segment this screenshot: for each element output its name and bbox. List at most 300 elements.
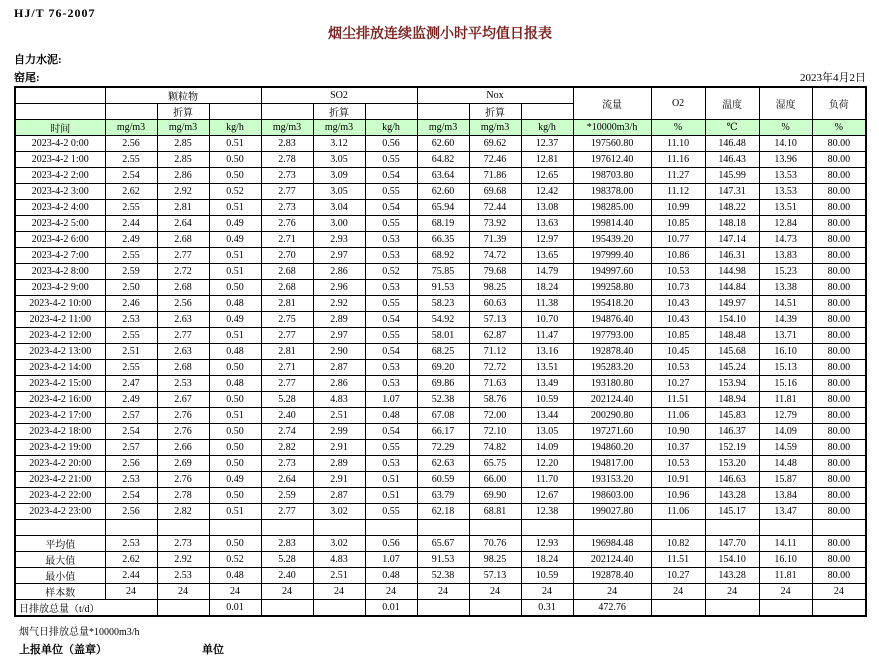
value-cell: 2.56 — [105, 136, 157, 152]
time-cell: 2023-4-2 15:00 — [15, 376, 105, 392]
pm-raw-spacer — [105, 104, 157, 120]
value-cell: 194876.40 — [573, 312, 651, 328]
value-cell: 147.31 — [705, 184, 759, 200]
value-cell: 62.63 — [417, 456, 469, 472]
value-cell: 0.51 — [365, 488, 417, 504]
value-cell: 74.82 — [469, 440, 521, 456]
time-cell: 2023-4-2 4:00 — [15, 200, 105, 216]
value-cell: 0.50 — [209, 424, 261, 440]
value-cell: 4.83 — [313, 392, 365, 408]
time-cell: 2023-4-2 13:00 — [15, 344, 105, 360]
value-cell: 64.82 — [417, 152, 469, 168]
summary-value-cell: 2.62 — [105, 552, 157, 568]
value-cell: 0.55 — [365, 152, 417, 168]
unit-header: kg/h — [521, 120, 573, 136]
value-cell: 2.99 — [313, 424, 365, 440]
value-cell: 0.48 — [209, 296, 261, 312]
value-cell: 15.23 — [759, 264, 812, 280]
unit-header: mg/m3 — [469, 120, 521, 136]
data-row — [15, 360, 866, 376]
value-cell: 71.86 — [469, 168, 521, 184]
value-cell: 2.68 — [157, 280, 209, 296]
summary-value-cell: 192878.40 — [573, 568, 651, 584]
value-cell: 10.53 — [651, 360, 705, 376]
value-cell: 0.48 — [365, 408, 417, 424]
value-cell: 0.52 — [365, 264, 417, 280]
daily-total-value-cell — [469, 600, 521, 617]
unit-header: mg/m3 — [261, 120, 313, 136]
time-cell: 2023-4-2 8:00 — [15, 264, 105, 280]
value-cell: 11.51 — [651, 392, 705, 408]
value-cell: 2.78 — [261, 152, 313, 168]
daily-total-value-cell: 472.76 — [573, 600, 651, 617]
flow-header: 流量 — [573, 87, 651, 120]
value-cell: 0.50 — [209, 152, 261, 168]
value-cell: 15.16 — [759, 376, 812, 392]
value-cell: 2.66 — [157, 440, 209, 456]
empty-cell — [417, 520, 469, 536]
summary-value-cell: 24 — [573, 584, 651, 600]
time-cell: 2023-4-2 14:00 — [15, 360, 105, 376]
value-cell: 13.16 — [521, 344, 573, 360]
summary-value-cell: 80.00 — [812, 536, 866, 552]
value-cell: 2.77 — [261, 376, 313, 392]
time-cell: 2023-4-2 9:00 — [15, 280, 105, 296]
value-cell: 10.73 — [651, 280, 705, 296]
value-cell: 10.43 — [651, 296, 705, 312]
value-cell: 144.98 — [705, 264, 759, 280]
data-row — [15, 216, 866, 232]
value-cell: 197793.00 — [573, 328, 651, 344]
value-cell: 79.68 — [469, 264, 521, 280]
value-cell: 195283.20 — [573, 360, 651, 376]
value-cell: 2.85 — [157, 152, 209, 168]
value-cell: 146.48 — [705, 136, 759, 152]
time-cell: 2023-4-2 3:00 — [15, 184, 105, 200]
value-cell: 2.64 — [157, 216, 209, 232]
value-cell: 145.17 — [705, 504, 759, 520]
pm-rate-spacer — [209, 104, 261, 120]
time-cell: 2023-4-2 21:00 — [15, 472, 105, 488]
value-cell: 2.89 — [313, 312, 365, 328]
value-cell: 3.05 — [313, 152, 365, 168]
summary-value-cell: 12.93 — [521, 536, 573, 552]
unit-header: mg/m3 — [313, 120, 365, 136]
unit-header: mg/m3 — [417, 120, 469, 136]
value-cell: 10.53 — [651, 456, 705, 472]
value-cell: 2.55 — [105, 200, 157, 216]
nox-converted-header: 折算 — [469, 104, 521, 120]
value-cell: 200290.80 — [573, 408, 651, 424]
value-cell: 13.53 — [759, 184, 812, 200]
value-cell: 2.77 — [261, 504, 313, 520]
value-cell: 63.64 — [417, 168, 469, 184]
value-cell: 195439.20 — [573, 232, 651, 248]
value-cell: 0.54 — [365, 168, 417, 184]
value-cell: 0.51 — [209, 504, 261, 520]
value-cell: 3.02 — [313, 504, 365, 520]
value-cell: 2.81 — [261, 344, 313, 360]
value-cell: 2.86 — [313, 376, 365, 392]
value-cell: 154.10 — [705, 312, 759, 328]
time-cell: 2023-4-2 17:00 — [15, 408, 105, 424]
value-cell: 3.00 — [313, 216, 365, 232]
value-cell: 2.73 — [261, 456, 313, 472]
value-cell: 80.00 — [812, 168, 866, 184]
value-cell: 2.78 — [157, 488, 209, 504]
value-cell: 146.31 — [705, 248, 759, 264]
value-cell: 57.13 — [469, 312, 521, 328]
value-cell: 11.38 — [521, 296, 573, 312]
value-cell: 10.45 — [651, 344, 705, 360]
value-cell: 60.59 — [417, 472, 469, 488]
daily-total-value-cell — [157, 600, 209, 617]
value-cell: 2.90 — [313, 344, 365, 360]
empty-cell — [209, 520, 261, 536]
so2-rate-spacer — [365, 104, 417, 120]
value-cell: 12.84 — [759, 216, 812, 232]
value-cell: 80.00 — [812, 312, 866, 328]
value-cell: 12.97 — [521, 232, 573, 248]
value-cell: 199814.40 — [573, 216, 651, 232]
value-cell: 192878.40 — [573, 344, 651, 360]
value-cell: 13.47 — [759, 504, 812, 520]
value-cell: 14.39 — [759, 312, 812, 328]
value-cell: 80.00 — [812, 440, 866, 456]
value-cell: 2.77 — [261, 328, 313, 344]
value-cell: 12.79 — [759, 408, 812, 424]
value-cell: 2.97 — [313, 328, 365, 344]
value-cell: 80.00 — [812, 200, 866, 216]
data-row — [15, 440, 866, 456]
empty-cell — [313, 520, 365, 536]
summary-value-cell: 24 — [521, 584, 573, 600]
summary-value-cell: 80.00 — [812, 568, 866, 584]
value-cell: 198285.00 — [573, 200, 651, 216]
value-cell: 2.82 — [157, 504, 209, 520]
value-cell: 2.71 — [261, 360, 313, 376]
summary-value-cell: 11.81 — [759, 568, 812, 584]
value-cell: 65.94 — [417, 200, 469, 216]
standard-reference: HJ/T 76-2007 — [14, 6, 96, 20]
value-cell: 199027.80 — [573, 504, 651, 520]
value-cell: 146.43 — [705, 152, 759, 168]
value-cell: 0.50 — [209, 360, 261, 376]
unit-header: mg/m3 — [105, 120, 157, 136]
value-cell: 13.08 — [521, 200, 573, 216]
value-cell: 0.55 — [365, 216, 417, 232]
value-cell: 72.44 — [469, 200, 521, 216]
value-cell: 69.68 — [469, 184, 521, 200]
value-cell: 0.51 — [209, 136, 261, 152]
value-cell: 72.72 — [469, 360, 521, 376]
value-cell: 80.00 — [812, 344, 866, 360]
daily-total-value-cell: 0.31 — [521, 600, 573, 617]
value-cell: 2.56 — [105, 504, 157, 520]
header-group-row — [15, 87, 866, 104]
value-cell: 0.50 — [209, 168, 261, 184]
value-cell: 2.49 — [105, 392, 157, 408]
value-cell: 0.48 — [209, 344, 261, 360]
value-cell: 0.54 — [365, 424, 417, 440]
summary-value-cell: 0.56 — [365, 536, 417, 552]
value-cell: 67.08 — [417, 408, 469, 424]
summary-value-cell: 2.51 — [313, 568, 365, 584]
summary-value-cell: 0.50 — [209, 536, 261, 552]
value-cell: 2.47 — [105, 376, 157, 392]
data-row — [15, 152, 866, 168]
table-body — [15, 136, 866, 617]
value-cell: 80.00 — [812, 328, 866, 344]
value-cell: 2.57 — [105, 440, 157, 456]
value-cell: 10.53 — [651, 264, 705, 280]
value-cell: 146.63 — [705, 472, 759, 488]
data-row — [15, 232, 866, 248]
unit-header: mg/m3 — [157, 120, 209, 136]
value-cell: 11.10 — [651, 136, 705, 152]
value-cell: 12.20 — [521, 456, 573, 472]
time-header: 时间 — [15, 120, 105, 136]
value-cell: 10.70 — [521, 312, 573, 328]
value-cell: 0.53 — [365, 232, 417, 248]
value-cell: 10.27 — [651, 376, 705, 392]
value-cell: 144.84 — [705, 280, 759, 296]
value-cell: 5.28 — [261, 392, 313, 408]
value-cell: 2.76 — [157, 472, 209, 488]
value-cell: 62.60 — [417, 184, 469, 200]
value-cell: 2.77 — [157, 248, 209, 264]
flue-gas-total-note: 烟气日排放总量*10000m3/h — [19, 627, 140, 638]
value-cell: 0.50 — [209, 440, 261, 456]
value-cell: 14.09 — [521, 440, 573, 456]
value-cell: 2.54 — [105, 168, 157, 184]
value-cell: 0.50 — [209, 488, 261, 504]
summary-value-cell: 4.83 — [313, 552, 365, 568]
value-cell: 80.00 — [812, 392, 866, 408]
value-cell: 2.75 — [261, 312, 313, 328]
value-cell: 68.25 — [417, 344, 469, 360]
company-label: 自力水泥: — [14, 54, 62, 66]
time-cell: 2023-4-2 19:00 — [15, 440, 105, 456]
value-cell: 0.53 — [365, 280, 417, 296]
report-unit-label: 上报单位（盖章） — [19, 644, 107, 656]
value-cell: 0.53 — [365, 360, 417, 376]
time-cell: 2023-4-2 7:00 — [15, 248, 105, 264]
value-cell: 58.76 — [469, 392, 521, 408]
summary-value-cell: 24 — [261, 584, 313, 600]
value-cell: 2.67 — [157, 392, 209, 408]
summary-value-cell: 2.92 — [157, 552, 209, 568]
value-cell: 54.92 — [417, 312, 469, 328]
value-cell: 10.85 — [651, 216, 705, 232]
value-cell: 0.51 — [209, 248, 261, 264]
so2-converted-header: 折算 — [313, 104, 365, 120]
summary-value-cell: 11.51 — [651, 552, 705, 568]
daily-total-value-cell — [759, 600, 812, 617]
value-cell: 80.00 — [812, 232, 866, 248]
value-cell: 65.75 — [469, 456, 521, 472]
summary-label-cell: 最大值 — [15, 552, 105, 568]
value-cell: 11.70 — [521, 472, 573, 488]
summary-value-cell: 65.67 — [417, 536, 469, 552]
group-header-pm: 颗粒物 — [105, 87, 261, 104]
value-cell: 197999.40 — [573, 248, 651, 264]
summary-value-cell: 24 — [157, 584, 209, 600]
value-cell: 2.59 — [261, 488, 313, 504]
value-cell: 13.83 — [759, 248, 812, 264]
value-cell: 10.91 — [651, 472, 705, 488]
time-cell: 2023-4-2 1:00 — [15, 152, 105, 168]
value-cell: 0.53 — [365, 456, 417, 472]
summary-value-cell: 143.28 — [705, 568, 759, 584]
value-cell: 2.56 — [157, 296, 209, 312]
value-cell: 0.55 — [365, 328, 417, 344]
summary-value-cell: 2.53 — [157, 568, 209, 584]
data-row — [15, 248, 866, 264]
data-row — [15, 408, 866, 424]
value-cell: 62.87 — [469, 328, 521, 344]
daily-total-value-cell: 0.01 — [209, 600, 261, 617]
value-cell: 11.81 — [759, 392, 812, 408]
value-cell: 80.00 — [812, 152, 866, 168]
report-title: 烟尘排放连续监测小时平均值日报表 — [328, 27, 552, 42]
value-cell: 0.51 — [365, 472, 417, 488]
empty-cell — [651, 520, 705, 536]
daily-total-label-cell: 日排放总量（t/d） — [15, 600, 157, 617]
value-cell: 72.46 — [469, 152, 521, 168]
value-cell: 2.57 — [105, 408, 157, 424]
value-cell: 2.55 — [105, 360, 157, 376]
value-cell: 2.91 — [313, 472, 365, 488]
value-cell: 13.49 — [521, 376, 573, 392]
value-cell: 13.96 — [759, 152, 812, 168]
summary-row — [15, 584, 866, 600]
value-cell: 1.07 — [365, 392, 417, 408]
summary-row — [15, 568, 866, 584]
value-cell: 10.99 — [651, 200, 705, 216]
value-cell: 0.49 — [209, 472, 261, 488]
value-cell: 0.53 — [365, 376, 417, 392]
value-cell: 149.97 — [705, 296, 759, 312]
time-header-spacer2 — [15, 104, 105, 120]
value-cell: 72.29 — [417, 440, 469, 456]
value-cell: 80.00 — [812, 408, 866, 424]
data-row — [15, 424, 866, 440]
summary-value-cell: 24 — [759, 584, 812, 600]
value-cell: 66.35 — [417, 232, 469, 248]
value-cell: 0.55 — [365, 184, 417, 200]
unit-label: 单位 — [202, 644, 224, 656]
value-cell: 80.00 — [812, 376, 866, 392]
value-cell: 0.53 — [365, 248, 417, 264]
value-cell: 2.40 — [261, 408, 313, 424]
value-cell: 73.92 — [469, 216, 521, 232]
value-cell: 15.13 — [759, 360, 812, 376]
value-cell: 2.56 — [105, 456, 157, 472]
value-cell: 198378.00 — [573, 184, 651, 200]
value-cell: 66.00 — [469, 472, 521, 488]
value-cell: 2.73 — [261, 200, 313, 216]
value-cell: 14.51 — [759, 296, 812, 312]
footer — [14, 623, 866, 657]
value-cell: 0.50 — [209, 456, 261, 472]
location-date-row — [14, 69, 866, 85]
footer-signature-line — [19, 641, 866, 657]
summary-value-cell: 0.48 — [365, 568, 417, 584]
value-cell: 66.17 — [417, 424, 469, 440]
empty-cell — [365, 520, 417, 536]
value-cell: 2.87 — [313, 360, 365, 376]
value-cell: 2.93 — [313, 232, 365, 248]
value-cell: 2.77 — [157, 328, 209, 344]
value-cell: 3.05 — [313, 184, 365, 200]
value-cell: 193180.80 — [573, 376, 651, 392]
value-cell: 0.55 — [365, 440, 417, 456]
value-cell: 0.56 — [365, 136, 417, 152]
value-cell: 12.65 — [521, 168, 573, 184]
so2-raw-spacer — [261, 104, 313, 120]
value-cell: 197271.60 — [573, 424, 651, 440]
value-cell: 72.00 — [469, 408, 521, 424]
value-cell: 80.00 — [812, 456, 866, 472]
value-cell: 2.53 — [157, 376, 209, 392]
time-cell: 2023-4-2 22:00 — [15, 488, 105, 504]
summary-value-cell: 24 — [651, 584, 705, 600]
summary-value-cell: 24 — [313, 584, 365, 600]
value-cell: 2.69 — [157, 456, 209, 472]
value-cell: 195418.20 — [573, 296, 651, 312]
value-cell: 153.94 — [705, 376, 759, 392]
value-cell: 10.37 — [651, 440, 705, 456]
value-cell: 12.38 — [521, 504, 573, 520]
summary-value-cell: 3.02 — [313, 536, 365, 552]
value-cell: 80.00 — [812, 424, 866, 440]
summary-value-cell: 10.27 — [651, 568, 705, 584]
value-cell: 152.19 — [705, 440, 759, 456]
value-cell: 0.51 — [209, 200, 261, 216]
value-cell: 2.70 — [261, 248, 313, 264]
daily-total-value-cell: 0.01 — [365, 600, 417, 617]
value-cell: 10.77 — [651, 232, 705, 248]
value-cell: 68.81 — [469, 504, 521, 520]
value-cell: 60.63 — [469, 296, 521, 312]
value-cell: 52.38 — [417, 392, 469, 408]
header-units-row — [15, 120, 866, 136]
time-cell: 2023-4-2 16:00 — [15, 392, 105, 408]
value-cell: 198703.80 — [573, 168, 651, 184]
value-cell: 13.44 — [521, 408, 573, 424]
value-cell: 198603.00 — [573, 488, 651, 504]
time-cell: 2023-4-2 12:00 — [15, 328, 105, 344]
value-cell: 2.68 — [261, 280, 313, 296]
value-cell: 62.60 — [417, 136, 469, 152]
value-cell: 193153.20 — [573, 472, 651, 488]
time-cell: 2023-4-2 18:00 — [15, 424, 105, 440]
empty-cell — [521, 520, 573, 536]
time-cell: 2023-4-2 0:00 — [15, 136, 105, 152]
value-cell: 13.71 — [759, 328, 812, 344]
data-row — [15, 136, 866, 152]
report-date: 2023年4月2日 — [800, 72, 866, 84]
summary-value-cell: 2.53 — [105, 536, 157, 552]
value-cell: 14.10 — [759, 136, 812, 152]
value-cell: 2.92 — [313, 296, 365, 312]
value-cell: 2.71 — [261, 232, 313, 248]
value-cell: 14.73 — [759, 232, 812, 248]
summary-value-cell: 24 — [705, 584, 759, 600]
data-row — [15, 264, 866, 280]
daily-total-value-cell — [812, 600, 866, 617]
